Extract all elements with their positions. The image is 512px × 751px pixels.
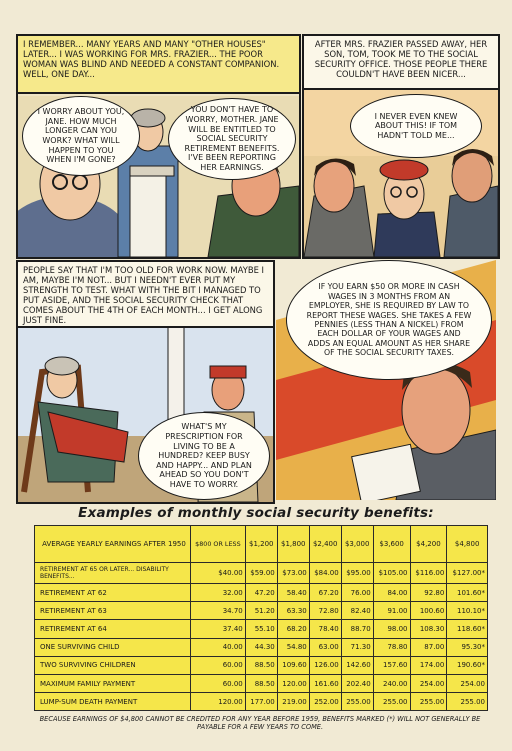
table-cell: 72.80: [309, 602, 341, 620]
header-col: $3,000: [341, 526, 373, 563]
panel2-bubble: I NEVER EVEN KNEW ABOUT THIS! IF TOM HADN'T TOLD ME...: [350, 94, 482, 158]
header-col: $800 OR LESS: [191, 526, 246, 563]
table-cell: 55.10: [245, 620, 277, 638]
table-cell: 157.60: [373, 656, 410, 674]
panel2-caption: AFTER MRS. FRAZIER PASSED AWAY, HER SON, TOM, TOOK ME TO THE SOCIAL SECURITY OFFICE. THOSE PEOPLE THERE COULDN'T HAVE BEEN NICER...: [304, 36, 498, 90]
header-col: $4,200: [410, 526, 447, 563]
panel-porch: [16, 260, 275, 504]
table-cell: 82.40: [341, 602, 373, 620]
table-cell: 255.00: [373, 693, 410, 711]
panel3-bubble: WHAT'S MY PRESCRIPTION FOR LIVING TO BE A HUNDRED? KEEP BUSY AND HAPPY... AND PLAN AHEAD SO YOU DON'T HAVE TO WORRY.: [138, 412, 270, 500]
table-cell: 67.20: [309, 584, 341, 602]
table-cell: 120.00: [191, 693, 246, 711]
benefits-table-header-row: [35, 526, 488, 563]
table-cell: 120.00: [277, 674, 309, 692]
table-cell: 47.20: [245, 584, 277, 602]
panel1-bubble-son: YOU DON'T HAVE TO WORRY, MOTHER. JANE WILL BE ENTITLED TO SOCIAL SECURITY RETIREMENT BENEFITS. I'VE BEEN REPORTING HER EARNINGS.: [168, 98, 296, 180]
table-cell: $59.00: [245, 563, 277, 584]
row-label: RETIREMENT AT 64: [35, 620, 191, 638]
panel3-caption: PEOPLE SAY THAT I'M TOO OLD FOR WORK NOW. MAYBE I AM, MAYBE I'M NOT... BUT I NEEDN'T EVER PUT MY STRENGTH TO TEST. WHAT WITH THE BIT I MANAGED TO PUT ASIDE, AND THE SOCIAL SECURITY CHECK THAT COMES ABOUT THE 4TH OF EACH MONTH... I GET ALONG JUST FINE.: [18, 262, 273, 328]
row-label: ONE SURVIVING CHILD: [35, 638, 191, 656]
table-cell: 63.30: [277, 602, 309, 620]
table-cell: 84.00: [373, 584, 410, 602]
table-cell: 78.40: [309, 620, 341, 638]
table-cell: 87.00: [410, 638, 447, 656]
table-cell: 34.70: [191, 602, 246, 620]
benefits-footnote: BECAUSE EARNINGS OF $4,800 CANNOT BE CREDITED FOR ANY YEAR BEFORE 1959, BENEFITS MARKED (*) WILL NOT GENERALLY BE PAYABLE FOR A FEW YEARS TO COME.: [39, 715, 481, 731]
table-cell: 254.00: [447, 674, 488, 692]
table-cell: 177.00: [245, 693, 277, 711]
table-cell: 32.00: [191, 584, 246, 602]
table-cell: 101.60*: [447, 584, 488, 602]
table-cell: 60.00: [191, 656, 246, 674]
table-cell: 44.30: [245, 638, 277, 656]
header-earnings-label: AVERAGE YEARLY EARNINGS AFTER 1950: [35, 526, 191, 563]
panel1-bubble-old-woman: I WORRY ABOUT YOU, JANE. HOW MUCH LONGER CAN YOU WORK? WHAT WILL HAPPEN TO YOU WHEN I'M GONE?: [22, 96, 140, 176]
table-cell: 71.30: [341, 638, 373, 656]
table-cell: 40.00: [191, 638, 246, 656]
table-cell: 252.00: [309, 693, 341, 711]
benefits-table: [34, 525, 488, 711]
table-cell: $73.00: [277, 563, 309, 584]
table-cell: 91.00: [373, 602, 410, 620]
table-cell: 88.70: [341, 620, 373, 638]
table-cell: 37.40: [191, 620, 246, 638]
panel4-bubble: IF YOU EARN $50 OR MORE IN CASH WAGES IN 3 MONTHS FROM AN EMPLOYER, SHE IS REQUIRED BY LAW TO REPORT THESE WAGES. SHE TAKES A FEW PENNIES (LESS THAN A NICKEL) FROM EACH DOLLAR OF YOUR WAGES AND ADDS AN EQUAL AMOUNT AS HER SHARE OF THE SOCIAL SECURITY TAXES.: [286, 260, 492, 380]
table-row: [35, 656, 488, 674]
table-cell: 118.60*: [447, 620, 488, 638]
row-label: MAXIMUM FAMILY PAYMENT: [35, 674, 191, 692]
table-row: [35, 602, 488, 620]
table-cell: 78.80: [373, 638, 410, 656]
table-cell: 255.00: [447, 693, 488, 711]
table-cell: 58.40: [277, 584, 309, 602]
table-row: [35, 693, 488, 711]
table-cell: 95.30*: [447, 638, 488, 656]
panel-social-security-office: [302, 34, 500, 259]
table-cell: 51.20: [245, 602, 277, 620]
table-cell: 109.60: [277, 656, 309, 674]
table-cell: 142.60: [341, 656, 373, 674]
table-cell: 126.00: [309, 656, 341, 674]
header-col: $2,400: [309, 526, 341, 563]
table-row: [35, 563, 488, 584]
table-cell: 161.60: [309, 674, 341, 692]
table-row: [35, 584, 488, 602]
table-cell: 110.10*: [447, 602, 488, 620]
table-cell: 219.00: [277, 693, 309, 711]
table-row: [35, 638, 488, 656]
table-row: [35, 620, 488, 638]
table-cell: $95.00: [341, 563, 373, 584]
header-col: $4,800: [447, 526, 488, 563]
row-label: RETIREMENT AT 63: [35, 602, 191, 620]
table-cell: 190.60*: [447, 656, 488, 674]
header-col: $3,600: [373, 526, 410, 563]
panel1-caption: I REMEMBER... MANY YEARS AND MANY "OTHER HOUSES" LATER... I WAS WORKING FOR MRS. FRAZIER... THE POOR WOMAN WAS BLIND AND NEEDED A CONSTANT COMPANION. WELL, ONE DAY...: [18, 36, 299, 94]
row-label: RETIREMENT AT 65 OR LATER... DISABILITY BENEFITS...: [35, 563, 191, 584]
table-cell: 63.00: [309, 638, 341, 656]
table-cell: 254.00: [410, 674, 447, 692]
table-cell: 76.00: [341, 584, 373, 602]
table-cell: $127.00*: [447, 563, 488, 584]
header-col: $1,200: [245, 526, 277, 563]
table-cell: 240.00: [373, 674, 410, 692]
table-cell: 174.00: [410, 656, 447, 674]
table-cell: $116.00: [410, 563, 447, 584]
table-cell: 54.80: [277, 638, 309, 656]
table-cell: 60.00: [191, 674, 246, 692]
table-cell: $105.00: [373, 563, 410, 584]
table-cell: 88.50: [245, 674, 277, 692]
table-cell: 88.50: [245, 656, 277, 674]
header-col: $1,800: [277, 526, 309, 563]
table-cell: $84.00: [309, 563, 341, 584]
table-cell: 92.80: [410, 584, 447, 602]
panel-frazier-home: [16, 34, 301, 259]
benefits-table-title: Examples of monthly social security benefits:: [78, 505, 434, 521]
table-cell: 98.00: [373, 620, 410, 638]
table-cell: $40.00: [191, 563, 246, 584]
table-cell: 255.00: [410, 693, 447, 711]
table-cell: 255.00: [341, 693, 373, 711]
row-label: RETIREMENT AT 62: [35, 584, 191, 602]
row-label: LUMP-SUM DEATH PAYMENT: [35, 693, 191, 711]
panel-explainer: [276, 260, 496, 500]
table-cell: 100.60: [410, 602, 447, 620]
table-cell: 108.30: [410, 620, 447, 638]
table-row: [35, 674, 488, 692]
table-cell: 202.40: [341, 674, 373, 692]
table-cell: 68.20: [277, 620, 309, 638]
row-label: TWO SURVIVING CHILDREN: [35, 656, 191, 674]
